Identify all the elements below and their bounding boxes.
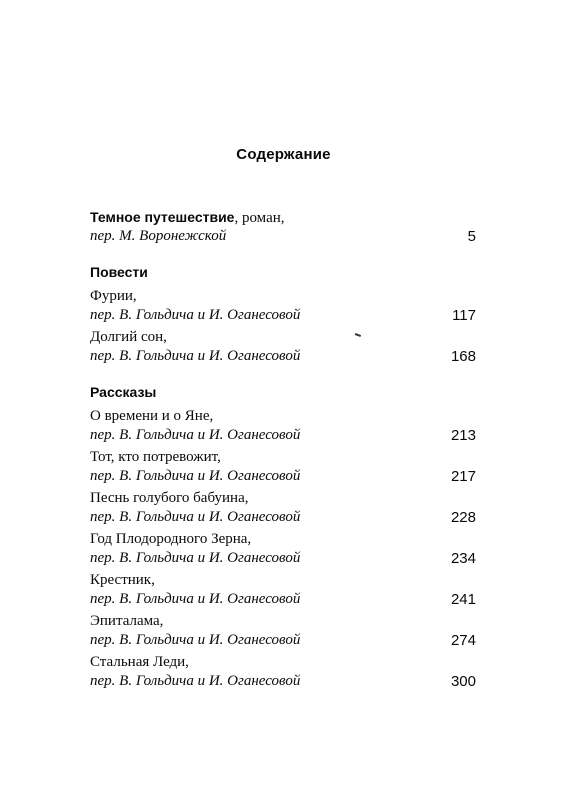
entry-translator: пер. В. Гольдича и И. Оганесовой [90,673,301,689]
entry-title: Эпиталама, [90,613,164,629]
entry-title: Песнь голубого бабуина, [90,490,249,506]
section-heading-povesti: Повести [90,264,148,280]
page-title: Содержание [236,146,331,163]
entry-page-number: 228 [450,509,476,526]
entry-translator: пер. В. Гольдича и И. Оганесовой [90,632,301,648]
section-heading-rasskazy: Рассказы [90,384,157,400]
entry-page-number: 213 [450,427,476,444]
toc-entry [90,407,476,445]
entry-translator: пер. В. Гольдича и И. Оганесовой [90,468,301,484]
entry-page-number: 241 [450,591,476,608]
entry-title-suffix: , роман, [234,210,285,226]
entry-page-number: 168 [450,348,476,365]
entry-translator: пер. В. Гольдича и И. Оганесовой [90,307,301,323]
toc-entry [90,530,476,568]
entry-translator: пер. М. Воронежской [90,228,227,244]
toc-entry [90,287,476,325]
toc-entry [90,653,476,691]
toc-entry-novel [90,208,476,246]
toc-entry [90,612,476,650]
entry-page-number: 274 [450,632,476,649]
toc-entry [90,328,476,366]
entry-page-number: 300 [450,673,476,690]
entry-translator: пер. В. Гольдича и И. Оганесовой [90,550,301,566]
entry-translator: пер. В. Гольдича и И. Оганесовой [90,427,301,443]
entry-translator: пер. В. Гольдича и И. Оганесовой [90,348,301,364]
toc-entry [90,571,476,609]
entry-page-number: 217 [450,468,476,485]
entry-title: О времени и о Яне, [90,408,214,424]
table-of-contents [90,208,476,694]
entry-title: Год Плодородного Зерна, [90,531,252,547]
entry-title: Темное путешествие [90,209,235,225]
toc-entry [90,489,476,527]
entry-title: Долгий сон, [90,329,167,345]
entry-page-number: 5 [467,228,476,245]
entry-page-number: 117 [452,307,476,324]
entry-title: Стальная Леди, [90,654,189,670]
entry-title: Крестник, [90,572,155,588]
toc-entry [90,448,476,486]
entry-title: Тот, кто потревожит, [90,449,221,465]
entry-translator: пер. В. Гольдича и И. Оганесовой [90,509,301,525]
entry-translator: пер. В. Гольдича и И. Оганесовой [90,591,301,607]
entry-page-number: 234 [450,550,476,567]
entry-title: Фурии, [90,288,137,304]
